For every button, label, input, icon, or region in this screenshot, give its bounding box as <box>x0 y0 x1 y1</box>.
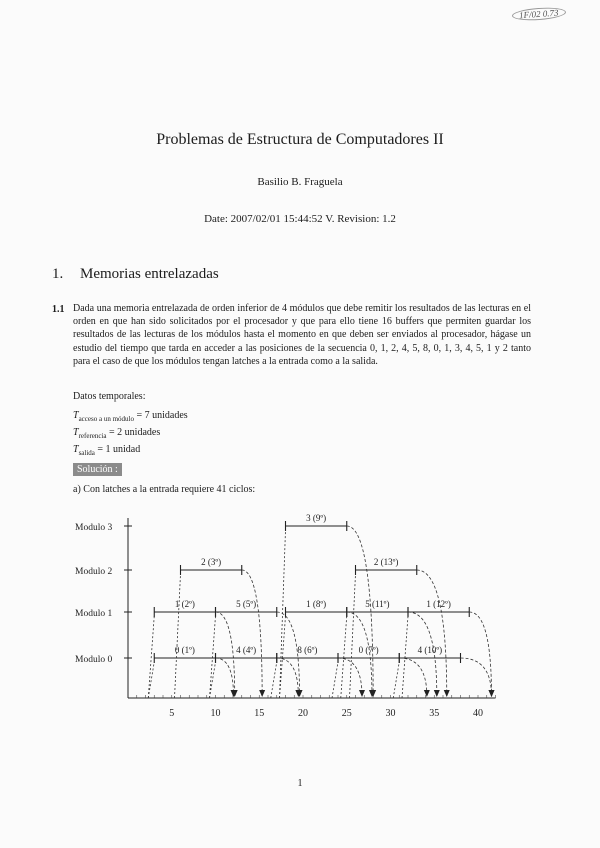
corner-note: 1F/02 0.73 <box>512 6 566 22</box>
tick-label-5: 5 <box>169 708 175 719</box>
result-arrow-7 <box>347 526 373 696</box>
access-label-4: 5 (5º) <box>236 599 257 609</box>
section-number: 1. <box>52 266 64 282</box>
request-arrow-9 <box>341 616 347 698</box>
access-label-10: 2 (13º) <box>373 557 399 567</box>
access-label-5: 8 (6º) <box>297 645 318 655</box>
author: Basilio B. Fraguela <box>257 176 343 188</box>
result-arrowhead-8 <box>424 690 430 697</box>
tick-label-25: 25 <box>341 708 352 719</box>
tick-label-40: 40 <box>473 708 483 719</box>
request-arrow-12 <box>402 616 408 698</box>
tick-label-30: 30 <box>385 708 396 719</box>
request-arrow-11 <box>393 662 399 698</box>
request-arrow-4 <box>210 616 216 698</box>
access-label-9: 5 (11º) <box>365 599 390 609</box>
tick-label-35: 35 <box>429 708 440 719</box>
timing-diagram <box>0 500 600 740</box>
access-label-0: 0 (1º) <box>174 645 195 655</box>
tick-label-15: 15 <box>254 708 265 719</box>
temporal-data-title: Datos temporales: <box>73 391 146 402</box>
request-arrow-1 <box>148 616 154 698</box>
access-label-1: 1 (2º) <box>174 599 195 609</box>
row-label-module-1: Modulo 1 <box>75 609 113 619</box>
equation-reference: $T_{referencia} = 2$ unidades <box>73 427 161 440</box>
request-arrow-6 <box>280 616 286 698</box>
result-arrowhead-2 <box>259 690 265 697</box>
result-arrow-1 <box>216 612 235 696</box>
request-arrow-10 <box>350 574 356 698</box>
result-arrow-10 <box>417 570 447 696</box>
access-label-3: 4 (4º) <box>236 645 257 655</box>
access-label-7: 3 (9º) <box>306 513 327 523</box>
access-label-11: 4 (10º) <box>417 645 443 655</box>
result-arrow-11 <box>461 658 492 696</box>
solution-label: Solución : <box>73 463 122 476</box>
section-title: Memorias entrelazadas <box>80 266 219 282</box>
request-arrow-7 <box>280 530 286 698</box>
access-label-2: 2 (3º) <box>201 557 222 567</box>
part-a-text: a) Con latches a la entrada requiere 41 ciclos: <box>73 484 256 495</box>
row-label-module-2: Modulo 2 <box>75 567 113 577</box>
result-arrowhead-10 <box>444 690 450 697</box>
row-label-module-0: Modulo 0 <box>75 655 113 665</box>
row-label-module-3: Modulo 3 <box>75 523 113 533</box>
request-arrow-2 <box>175 574 181 698</box>
problem-number: 1.1 <box>52 304 65 315</box>
tick-label-20: 20 <box>298 708 308 719</box>
result-arrowhead-12 <box>489 690 495 697</box>
access-label-12: 1 (12º) <box>426 599 451 609</box>
page-number: 1 <box>297 778 303 789</box>
request-arrow-3 <box>210 662 216 698</box>
request-arrow-8 <box>332 662 338 698</box>
result-arrow-5 <box>338 658 362 696</box>
result-arrow-2 <box>242 570 262 696</box>
document-title: Problemas de Estructura de Computadores II <box>156 131 444 148</box>
equation-access: $T_{acceso a un módulo} = 7$ unidades <box>73 410 188 423</box>
tick-label-10: 10 <box>210 708 221 719</box>
access-label-6: 1 (8º) <box>306 599 327 609</box>
result-arrow-12 <box>469 612 491 696</box>
request-arrow-5 <box>271 662 277 698</box>
result-arrow-4 <box>277 612 300 696</box>
equation-output: $T_{salida} = 1$ unidad <box>73 444 141 457</box>
request-arrow-0 <box>148 662 154 698</box>
access-label-8: 0 (7º) <box>358 645 379 655</box>
result-arrowhead-9 <box>434 690 440 697</box>
problem-statement: Dada una memoria entrelazada de orden inferior de 4 módulos que debe remitir los resultados de las lecturas en el orden en que han sido solicitados por el procesador y que para ello tiene 16 buffers que permiten guardar los resultados de las lecturas de los módulos hasta el momento en que deben ser enviados al procesador, hágase un estudio del tiempo que tarda en acceder a las posiciones de la secuencia 0, 1, 2, 4, 5, 8, 0, 1, 3, 4, 5, 1 y 2 tanto para el caso de que los módulos tengan latches a la entrada como a la salida. <box>73 303 531 367</box>
date-line: Date: 2007/02/01 15:44:52 V. Revision: 1.2 <box>204 213 396 225</box>
